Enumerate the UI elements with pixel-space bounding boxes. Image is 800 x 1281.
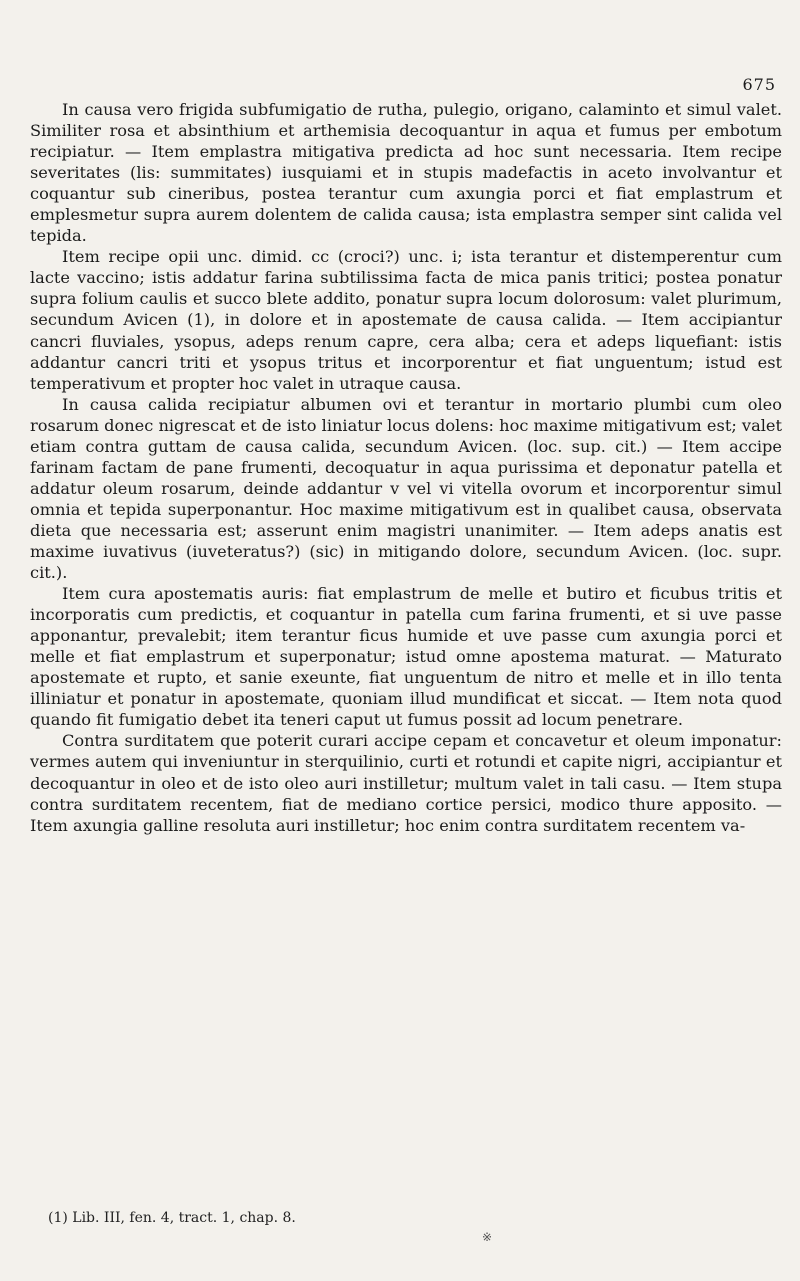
- signature-mark: ※: [482, 1230, 493, 1244]
- paragraph-2: Item recipe opii unc. dimid. cc (croci?) unc. i; ista terantur et distemperentur cum lacte vaccino; istis addatur farina subtilissima facta de mica panis tritici; postea ponatur supra folium caulis et succo blete addito, ponatur supra locum dolorosum: valet plurimum, secundum Avicen (1), in dolore et in apostemate de causa calida. — Item accipiantur cancri fluviales, ysopus, adeps renum capre, cera alba; cera et adeps liquefiant: istis addantur cancri triti et ysopus tritus et incorporentur et fiat unguentum; istud est temperativum et propter hoc valet in utraque causa.: [30, 247, 782, 393]
- paragraph-4: Item cura apostematis auris: fiat emplastrum de melle et butiro et ficubus tritis et incorporatis cum predictis, et coquantur in patella cum farina frumenti, et si uve passe apponantur, prevalebit; item terantur ficus humide et uve passe cum axungia porci et melle et fiat emplastrum et superponatur; istud omne apostema maturat. — Maturato apostemate et rupto, et sanie exeunte, fiat unguentum de nitro et melle et in illo tenta illiniatur et ponatur in apostemate, quoniam illud mundificat et siccat. — Item nota quod quando fit fumigatio debet ita teneri caput ut fumus possit ad locum penetrare.: [30, 584, 782, 730]
- page-number: 675: [742, 75, 776, 94]
- footnote: (1) Lib. III, fen. 4, tract. 1, chap. 8.: [48, 1210, 296, 1226]
- paragraph-5: Contra surditatem que poterit curari accipe cepam et concavetur et oleum imponatur: vermes autem qui inveniuntur in sterquilinio, curti et rotundi et capite nigri, accipiantur et decoquantur in oleo et de isto oleo auri instilletur; multum valet in tali casu. — Item stupa contra surditatem recentem, fiat de mediano cortice persici, modico thure apposito. — Item axungia galline resoluta auri instilletur; hoc enim contra surditatem recentem va-: [30, 731, 782, 835]
- paragraph-1: In causa vero frigida subfumigatio de rutha, pulegio, origano, calaminto et simul valet. Similiter rosa et absinthium et arthemisia decoquantur in aqua et fumus per embotum recipiatur. — Item emplastra mitigativa predicta ad hoc sunt necessaria. Item recipe severitates (lis: summitates) iusquiami et in stupis madefactis in aceto involvantur et coquantur sub cineribus, postea terantur cum axungia porci et fiat emplastrum et emplesmetur supra aurem dolentem de calida causa; ista emplastra semper sint calida vel tepida.: [30, 100, 782, 246]
- body-text: [30, 99, 782, 836]
- paragraph-3: In causa calida recipiatur albumen ovi et terantur in mortario plumbi cum oleo rosarum donec nigrescat et de isto liniatur locus dolens: hoc maxime mitigativum est; valet etiam contra guttam de causa calida, secundum Avicen. (loc. sup. cit.) — Item accipe farinam factam de pane frumenti, decoquatur in aqua purissima et deponatur patella et addatur oleum rosarum, deinde addantur v vel vi vitella ovorum et incorporentur simul omnia et tepida superponantur. Hoc maxime mitigativum est in qualibet causa, observata dieta que necessaria est; asserunt enim magistri unanimiter. — Item adeps anatis est maxime iuvativus (iuveteratus?) (sic) in mitigando dolore, secundum Avicen. (loc. supr. cit.).: [30, 394, 782, 583]
